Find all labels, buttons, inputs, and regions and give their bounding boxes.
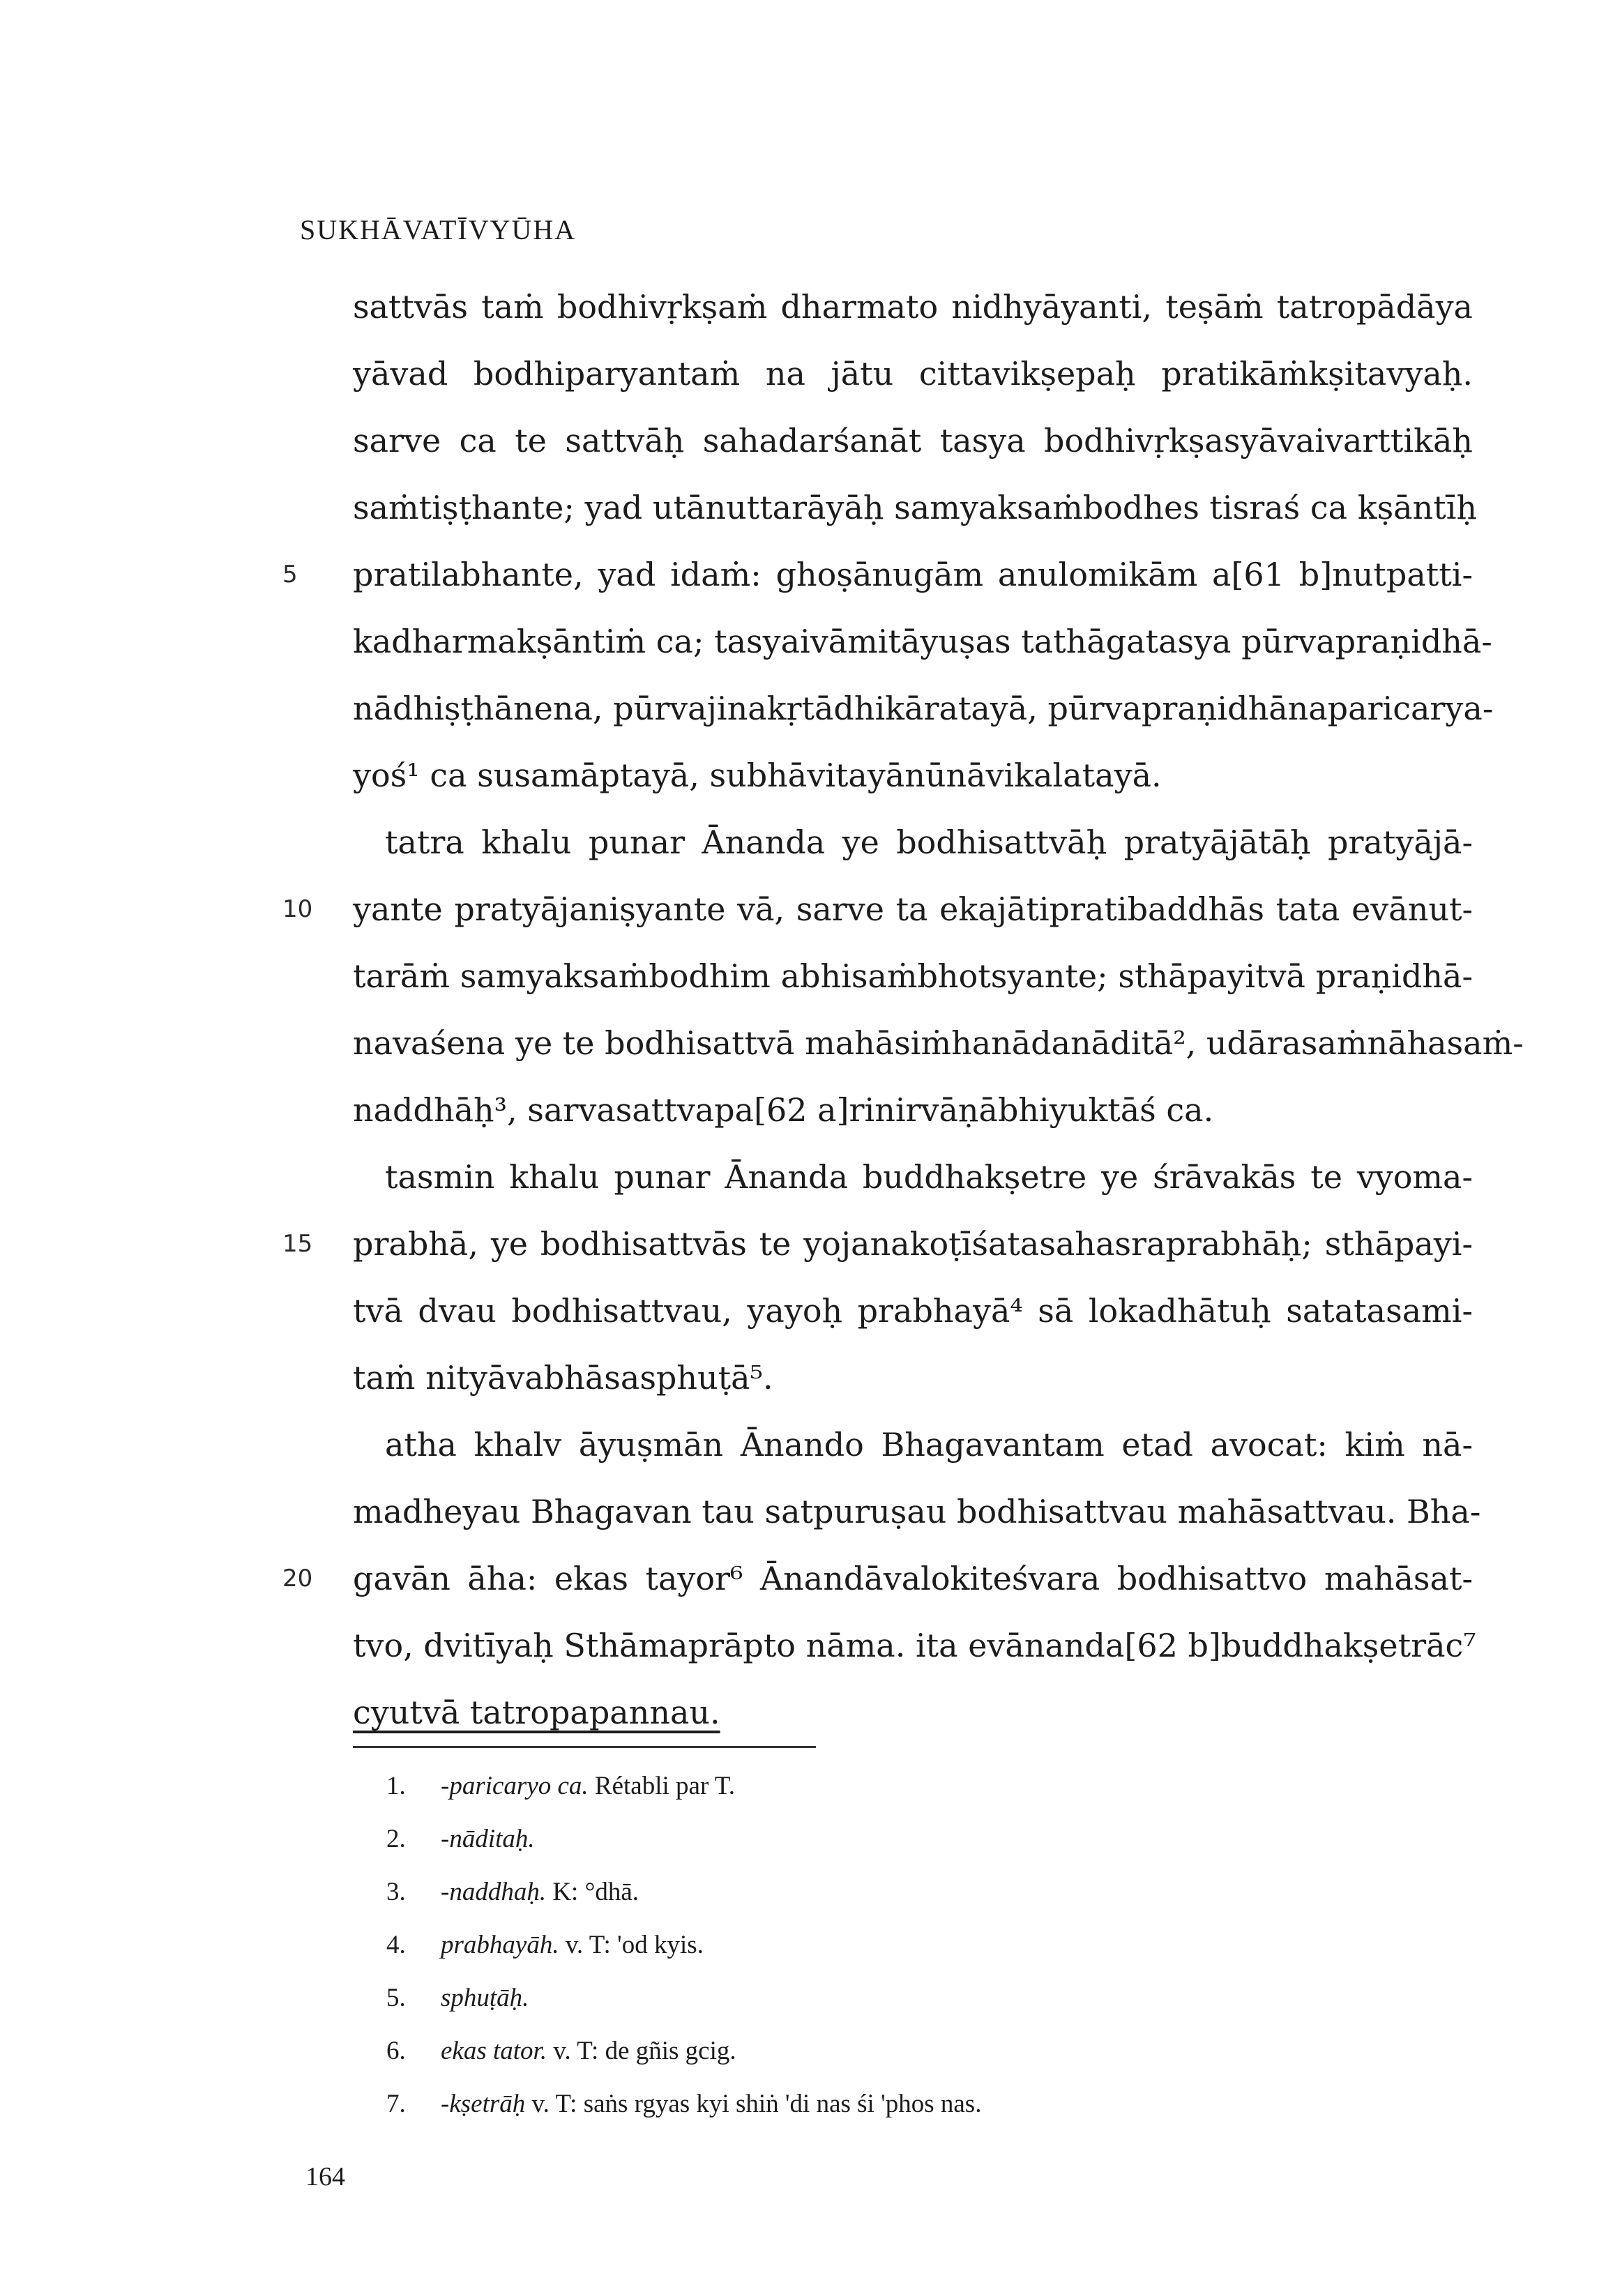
text-line: gavān āha: ekas tayor⁶ Ānandāvalokiteśvara bodhisattvo mahāsat- (353, 1560, 1473, 1597)
footnote: 4. prabhayāh. v. T: 'od kyis. (386, 1931, 704, 1959)
footnote: 5. sphuṭāḥ. (386, 1984, 529, 2012)
text-line: yāvad bodhiparyantaṁ na jātu cittavikṣepaḥ pratikāṁkṣitavyaḥ. (353, 355, 1473, 393)
text-line: cyutvā tatropapannau. (353, 1694, 720, 1731)
running-head: SUKHĀVATĪVYŪHA (300, 214, 577, 245)
text-line: sattvās taṁ bodhivṛkṣaṁ dharmato nidhyāyanti, teṣāṁ tatropādāya (353, 288, 1473, 326)
footnote-rule (353, 1746, 816, 1748)
text-line: tvo, dvitīyaḥ Sthāmaprāpto nāma. ita evānanda[62 b]buddhakṣetrāc⁷ (353, 1627, 1476, 1664)
footnote: 2. -nāditaḥ. (386, 1825, 535, 1853)
text-line: saṁtiṣṭhante; yad utānuttarāyāḥ samyaksaṁbodhes tisraś ca kṣāntīḥ (353, 489, 1478, 526)
footnote: 6. ekas tator. v. T: de gñis gcig. (386, 2037, 736, 2065)
line-number: 15 (282, 1230, 313, 1258)
text-line: tarāṁ samyaksaṁbodhim abhisaṁbhotsyante; sthāpayitvā praṇidhā- (353, 957, 1473, 995)
text-line: taṁ nityāvabhāsasphuṭā⁵. (353, 1359, 773, 1397)
text-line: yoś¹ ca susamāptayā, subhāvitayānūnāvikalatayā. (353, 757, 1162, 794)
footnote: 3. -naddhaḥ. K: °dhā. (386, 1878, 639, 1906)
text-line: kadharmakṣāntiṁ ca; tasyaivāmitāyuṣas tathāgatasya pūrvapraṇidhā- (353, 623, 1492, 660)
text-line: nādhiṣṭhānena, pūrvajinakṛtādhikāratayā, pūrvapraṇidhānaparicarya- (353, 690, 1494, 727)
text-line: tatra khalu punar Ānanda ye bodhisattvāḥ pratyājātāḥ pratyājā- (385, 823, 1473, 861)
text-line: tasmin khalu punar Ānanda buddhakṣetre ye śrāvakās te vyoma- (385, 1158, 1473, 1196)
line-number: 10 (282, 895, 313, 923)
footnote: 1. -paricaryo ca. Rétabli par T. (386, 1772, 735, 1800)
line-number: 20 (282, 1565, 313, 1592)
text-line: tvā dvau bodhisattvau, yayoḥ prabhayā⁴ sā lokadhātuḥ satatasami- (353, 1292, 1473, 1330)
text-line: naddhāḥ³, sarvasattvapa[62 a]rinirvāṇābhiyuktāś ca. (353, 1091, 1214, 1129)
text-line: sarve ca te sattvāḥ sahadarśanāt tasya bodhivṛkṣasyāvaivarttikāḥ (353, 422, 1473, 459)
footnote: 7. -kṣetrāḥ v. T: saṅs rgyas kyi shiṅ 'di nas śi 'phos nas. (386, 2090, 982, 2118)
text-line: atha khalv āyuṣmān Ānando Bhagavantam etad avocat: kiṁ nā- (385, 1426, 1473, 1463)
line-number: 5 (282, 561, 298, 588)
page-number: 164 (305, 2162, 345, 2191)
text-line: navaśena ye te bodhisattvā mahāsiṁhanādanāditā², udārasaṁnāhasaṁ- (353, 1024, 1524, 1062)
text-line: pratilabhante, yad idaṁ: ghoṣānugām anulomikām a[61 b]nutpatti- (353, 556, 1473, 593)
text-line: yante pratyājaniṣyante vā, sarve ta ekajātipratibaddhās tata evānut- (353, 890, 1473, 928)
text-line: prabhā, ye bodhisattvās te yojanakoṭīśatasahasraprabhāḥ; sthāpayi- (353, 1225, 1473, 1263)
text-line: madheyau Bhagavan tau satpuruṣau bodhisattvau mahāsattvau. Bha- (353, 1493, 1481, 1530)
